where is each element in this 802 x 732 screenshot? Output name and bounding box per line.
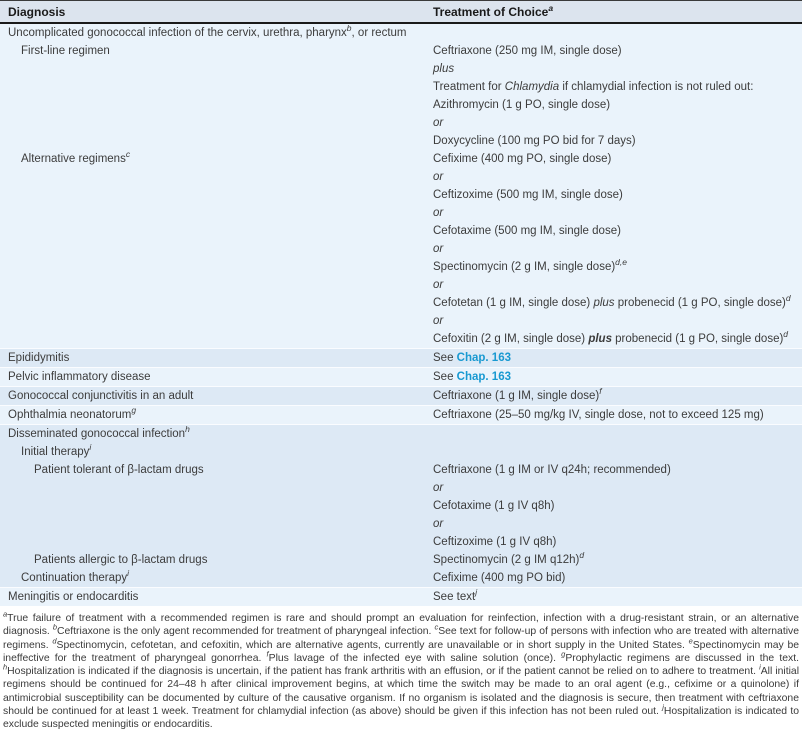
diagnosis-cell xyxy=(0,387,433,406)
text-segment-italic: Chlamydia xyxy=(504,81,560,93)
text-segment: Treatment for xyxy=(433,81,505,93)
footnote-marker: d xyxy=(785,293,791,304)
treatment-cell xyxy=(433,551,802,569)
text-segment-italic: plus xyxy=(593,297,615,309)
text-segment: Alternative regimens xyxy=(21,153,126,165)
treatment-line xyxy=(433,168,802,186)
text-segment-italic: or xyxy=(433,171,444,183)
footnote-text: True failure of treatment with a recommended regimen is rare and should prompt an evaluation for reinfection, infection with a drug-resistant strain, or an alternative diagnosis. xyxy=(3,613,799,638)
text-segment: if chlamydial infection is not ruled out: xyxy=(559,81,754,93)
text-segment: Doxycycline (100 mg PO bid for 7 days) xyxy=(433,135,636,147)
table-row xyxy=(0,368,802,387)
treatment-line xyxy=(433,569,802,587)
text-segment: , or rectum xyxy=(351,27,407,39)
treatment-line xyxy=(433,42,802,60)
text-segment-italic: or xyxy=(433,482,444,494)
treatment-line xyxy=(433,387,802,405)
text-segment: Ophthalmia neonatorum xyxy=(8,409,132,421)
treatment-line xyxy=(433,533,802,551)
table-row xyxy=(0,150,802,349)
text-segment-bold-italic: plus xyxy=(588,333,612,345)
table-row xyxy=(0,588,802,607)
table-row xyxy=(0,406,802,425)
treatment-line xyxy=(433,368,802,386)
treatment-cell xyxy=(433,23,802,42)
treatment-line xyxy=(433,479,802,497)
diagnosis-cell xyxy=(0,42,433,150)
text-segment: probenecid (1 g PO, single dose) xyxy=(611,333,784,345)
diagnosis-cell xyxy=(0,368,433,387)
footnote-marker: j xyxy=(475,587,478,598)
footnote-text: Ceftriaxone is the only agent recommended for treatment of pharyngeal infection. xyxy=(57,626,432,638)
text-segment: Ceftizoxime (1 g IV q8h) xyxy=(433,536,557,548)
text-segment: Patient tolerant of β-lactam drugs xyxy=(34,464,204,476)
text-segment: Ceftriaxone (25–50 mg/kg IV, single dose, not to exceed 125 mg) xyxy=(433,409,764,421)
chapter-link[interactable]: Chap. 163 xyxy=(456,352,511,364)
text-segment: Cefixime (400 mg PO bid) xyxy=(433,572,566,584)
treatment-cell xyxy=(433,588,802,607)
treatment-line xyxy=(433,276,802,294)
col-header-treatment xyxy=(433,1,802,24)
footnote-marker: d xyxy=(52,636,57,646)
footnote-marker: b xyxy=(52,622,57,632)
treatment-line xyxy=(433,150,802,168)
footnote-marker: i xyxy=(89,442,92,453)
treatment-line xyxy=(433,240,802,258)
text-segment: Cefotaxime (500 mg IM, single dose) xyxy=(433,225,621,237)
treatment-line xyxy=(433,406,802,424)
footnote-marker: c xyxy=(434,622,439,632)
table-row xyxy=(0,551,802,569)
diagnosis-cell xyxy=(0,461,433,551)
treatment-line xyxy=(433,258,802,276)
footnote-marker: h xyxy=(3,662,8,672)
treatment-line xyxy=(433,312,802,330)
text-segment: probenecid (1 g PO, single dose) xyxy=(614,297,786,309)
footnote-marker: i xyxy=(127,568,130,579)
text-segment: Ceftriaxone (1 g IM or IV q24h; recommended) xyxy=(433,464,671,476)
text-segment: See xyxy=(433,352,457,364)
footnote-marker: j xyxy=(662,702,664,712)
footnote-marker: c xyxy=(125,149,131,160)
treatment-cell xyxy=(433,42,802,150)
text-segment: Cefoxitin (2 g IM, single dose) xyxy=(433,333,589,345)
text-segment: Meningitis or endocarditis xyxy=(8,591,139,603)
text-segment: Gonococcal conjunctivitis in an adult xyxy=(8,390,194,402)
treatment-line xyxy=(433,114,802,132)
treatment-line xyxy=(433,132,802,150)
footnote-text: See text for follow-up of persons with infection who are treated with alternative regimens. xyxy=(3,626,800,651)
footnote-marker: f xyxy=(599,386,602,397)
diagnosis-cell xyxy=(0,23,433,42)
footnote-text: Spectinomycin may be ineffective for the treatment of pharyngeal gonorrhea. xyxy=(3,639,799,664)
footnote-marker: h xyxy=(185,424,190,435)
treatment-line xyxy=(433,294,802,312)
footnote-text: Spectinomycin, cefotetan, and cefoxitin, which are alternative agents, currently are unavailable or in short supply in the United States. xyxy=(56,639,685,651)
treatment-line xyxy=(433,497,802,515)
treatment-cell xyxy=(433,150,802,349)
text-segment: Pelvic inflammatory disease xyxy=(8,371,151,383)
treatment-line xyxy=(433,515,802,533)
treatment-line xyxy=(433,222,802,240)
diagnosis-cell xyxy=(0,349,433,368)
treatment-line xyxy=(433,588,802,606)
col-header-treatment-label: Treatment of Choice xyxy=(433,5,549,19)
table-row xyxy=(0,569,802,588)
text-segment-italic: or xyxy=(433,207,444,219)
footnote-marker: e xyxy=(688,636,693,646)
text-segment: Spectinomycin (2 g IM q12h) xyxy=(433,554,580,566)
footnote-marker: d xyxy=(579,550,585,561)
diagnosis-cell xyxy=(0,406,433,425)
text-segment: Cefixime (400 mg PO, single dose) xyxy=(433,153,612,165)
table-row xyxy=(0,23,802,42)
text-segment: Initial therapy xyxy=(21,446,90,458)
treatment-cell xyxy=(433,406,802,425)
text-segment-italic: or xyxy=(433,243,444,255)
diagnosis-cell xyxy=(0,150,433,349)
treatment-line xyxy=(433,330,802,348)
text-segment: Spectinomycin (2 g IM, single dose) xyxy=(433,261,616,273)
footnote-text: Hospitalization is indicated to exclude suspected meningitis or endocarditis. xyxy=(3,706,799,731)
diagnosis-cell xyxy=(0,443,433,461)
table-header-row xyxy=(0,1,802,24)
text-segment: First-line regimen xyxy=(21,45,110,57)
text-segment: Azithromycin (1 g PO, single dose) xyxy=(433,99,611,111)
text-segment: Ceftriaxone (250 mg IM, single dose) xyxy=(433,45,622,57)
footnote-marker: b xyxy=(346,23,352,34)
treatment-line xyxy=(433,186,802,204)
text-segment: Cefotaxime (1 g IV q8h) xyxy=(433,500,555,512)
treatment-line xyxy=(433,60,802,78)
text-segment-italic: or xyxy=(433,518,444,530)
col-header-diagnosis xyxy=(0,1,433,24)
chapter-link[interactable]: Chap. 163 xyxy=(456,371,511,383)
text-segment: Uncomplicated gonococcal infection of the cervix, urethra, pharynx xyxy=(8,27,347,39)
text-segment: Epididymitis xyxy=(8,352,70,364)
table-row xyxy=(0,461,802,551)
footnote-text: All initial regimens should be continued for 24–48 h after clinical improvement begins, at which time the switch may be made to an oral agent (e.g., cefixime or a quinolone) if antimicrobial susceptibility can be documented by culture of the causative organism. If no organism is isolated and the diagnosis is secure, then treatment with ceftriaxone should be continued for at least 1 week. Treatment for chlamydial infection (as above) should be given if this infection has not been ruled out. xyxy=(3,666,800,718)
text-segment: Cefotetan (1 g IM, single dose) xyxy=(433,297,594,309)
treatment-cell xyxy=(433,443,802,461)
footnote-text: Plus lavage of the infected eye with saline solution (once). xyxy=(268,652,556,664)
footnote-marker: g xyxy=(561,649,566,659)
diagnosis-cell xyxy=(0,551,433,569)
treatment-cell xyxy=(433,349,802,368)
footnotes xyxy=(0,606,802,732)
footnote-text: Hospitalization is indicated if the diagnosis is uncertain, if the patient has frank arthritis with an effusion, or if the patient cannot be relied on to adhere to treatment. xyxy=(7,666,756,678)
table-row xyxy=(0,349,802,368)
treatment-cell xyxy=(433,569,802,588)
diagnosis-cell xyxy=(0,569,433,588)
col-header-diagnosis-label: Diagnosis xyxy=(8,5,66,19)
treatment-line xyxy=(433,551,802,569)
text-segment-italic: or xyxy=(433,315,444,327)
treatment-cell xyxy=(433,387,802,406)
footnote-marker: i xyxy=(759,662,761,672)
treatment-line xyxy=(433,96,802,114)
text-segment: Continuation therapy xyxy=(21,572,128,584)
treatment-cell xyxy=(433,368,802,387)
text-segment-italic: or xyxy=(433,279,444,291)
treatment-line xyxy=(433,204,802,222)
treatment-line xyxy=(433,461,802,479)
text-segment: See xyxy=(433,371,457,383)
treatment-line xyxy=(433,349,802,367)
footnote-marker: g xyxy=(131,405,137,416)
footnote-text: Prophylactic regimens are discussed in the text. xyxy=(565,652,800,664)
table-row xyxy=(0,42,802,150)
treatment-cell xyxy=(433,425,802,444)
text-segment: See text xyxy=(433,591,476,603)
text-segment-italic: plus xyxy=(433,63,455,75)
text-segment: Ceftizoxime (500 mg IM, single dose) xyxy=(433,189,623,201)
text-segment: Disseminated gonococcal infection xyxy=(8,428,186,440)
treatment-line xyxy=(433,78,802,96)
diagnosis-cell xyxy=(0,425,433,444)
table-row xyxy=(0,443,802,461)
footnote-marker: a xyxy=(3,609,8,619)
text-segment: Patients allergic to β-lactam drugs xyxy=(34,554,208,566)
text-segment-italic: or xyxy=(433,117,444,129)
table-row xyxy=(0,387,802,406)
text-segment: Ceftriaxone (1 g IM, single dose) xyxy=(433,390,600,402)
footnote-marker: f xyxy=(266,649,269,659)
table-row xyxy=(0,425,802,444)
footnote-marker: d xyxy=(783,329,789,340)
footnote-marker: d,e xyxy=(615,257,627,268)
diagnosis-cell xyxy=(0,588,433,607)
footnote-marker: a xyxy=(548,3,554,13)
treatment-cell xyxy=(433,461,802,551)
